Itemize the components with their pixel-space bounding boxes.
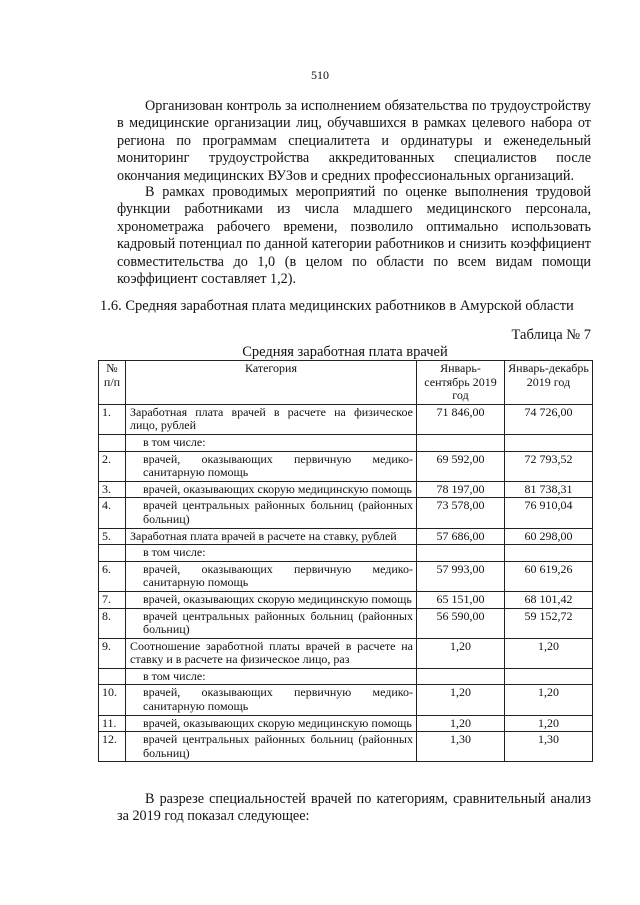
row-value-jan-dec-cell: 76 910,04 [505, 498, 593, 528]
row-value-jan-sep-cell [417, 434, 505, 451]
table-row [99, 498, 593, 528]
page-number: 510 [311, 68, 329, 82]
row-category-cell: в том числе: [126, 545, 417, 562]
table-row [99, 451, 593, 481]
row-value-jan-sep-cell: 1,20 [417, 715, 505, 732]
row-value-jan-dec-cell [505, 668, 593, 685]
table-row [99, 434, 593, 451]
row-category-cell: Заработная плата врачей в расчете на ставку, рублей [126, 528, 417, 545]
row-category-cell: врачей центральных районных больниц (районных больниц) [126, 608, 417, 638]
row-value-jan-dec-cell: 59 152,72 [505, 608, 593, 638]
row-value-jan-dec-cell: 1,20 [505, 715, 593, 732]
row-value-jan-dec-cell [505, 434, 593, 451]
row-category-cell: врачей, оказывающих скорую медицинскую помощь [126, 715, 417, 732]
row-category-cell: врачей, оказывающих первичную медико-санитарную помощь [126, 561, 417, 591]
row-number-cell: 5. [99, 528, 126, 545]
row-category-cell: врачей центральных районных больниц (районных больниц) [126, 498, 417, 528]
row-number-cell: 10. [99, 685, 126, 715]
row-category-cell: Заработная плата врачей в расчете на физическое лицо, рублей [126, 404, 417, 434]
row-number-cell: 1. [99, 404, 126, 434]
row-value-jan-dec-cell: 74 726,00 [505, 404, 593, 434]
row-value-jan-dec-cell: 81 738,31 [505, 481, 593, 498]
row-number-cell: 3. [99, 481, 126, 498]
row-number-cell: 6. [99, 561, 126, 591]
table-row [99, 685, 593, 715]
table-row [99, 608, 593, 638]
row-value-jan-sep-cell: 1,30 [417, 732, 505, 762]
row-category-cell: врачей, оказывающих первичную медико-санитарную помощь [126, 685, 417, 715]
row-number-cell: 12. [99, 732, 126, 762]
row-value-jan-sep-cell: 57 686,00 [417, 528, 505, 545]
header-jan-sep-2019: Январь-сентябрь 2019 год [417, 361, 505, 405]
row-category-cell: врачей центральных районных больниц (районных больниц) [126, 732, 417, 762]
table-row [99, 668, 593, 685]
header-jan-dec-2019: Январь-декабрь 2019 год [505, 361, 593, 405]
row-category-cell: врачей, оказывающих скорую медицинскую помощь [126, 481, 417, 498]
row-value-jan-sep-cell: 56 590,00 [417, 608, 505, 638]
paragraph-staff-evaluation: В рамках проводимых мероприятий по оценке выполнения трудовой функции работниками из числа младшего медицинского персонала, хронометража рабочего времени, позволило оптимально использовать кадровый потенциал по данной категории работников и снизить коэффициент совместительства до 1,0 (в целом по области по всем видам помощи коэффициент составляет 1,2). [117, 184, 591, 288]
header-category: Категория [126, 361, 417, 405]
section-heading: 1.6. Средняя заработная плата медицинских работников в Амурской области [100, 298, 574, 314]
row-value-jan-sep-cell [417, 545, 505, 562]
row-category-cell: Соотношение заработной платы врачей в расчете на ставку и в расчете на физическое лицо, раз [126, 638, 417, 668]
row-number-cell [99, 545, 126, 562]
row-value-jan-sep-cell: 78 197,00 [417, 481, 505, 498]
table-row [99, 715, 593, 732]
table-header-row [99, 361, 593, 405]
row-value-jan-dec-cell: 68 101,42 [505, 591, 593, 608]
row-number-cell: 9. [99, 638, 126, 668]
row-value-jan-sep-cell: 57 993,00 [417, 561, 505, 591]
row-value-jan-sep-cell: 69 592,00 [417, 451, 505, 481]
table-row [99, 591, 593, 608]
row-value-jan-dec-cell [505, 545, 593, 562]
table-title: Средняя заработная плата врачей [242, 344, 448, 360]
paragraph-employment-control: Организован контроль за исполнением обязательства по трудоустройству в медицинские организации лиц, обучавшихся в рамках целевого набора от региона по программам специалитета и ординатуры и еженедельный мониторинг трудоустройства аккредитованных специалистов после окончания медицинских ВУЗов и средних профессиональных организаций. [117, 98, 591, 184]
row-number-cell [99, 434, 126, 451]
row-value-jan-dec-cell: 60 298,00 [505, 528, 593, 545]
row-value-jan-sep-cell: 73 578,00 [417, 498, 505, 528]
row-value-jan-sep-cell: 1,20 [417, 685, 505, 715]
row-number-cell: 2. [99, 451, 126, 481]
row-value-jan-dec-cell: 1,20 [505, 638, 593, 668]
table-row [99, 481, 593, 498]
row-value-jan-dec-cell: 1,30 [505, 732, 593, 762]
table-number: Таблица № 7 [511, 327, 591, 343]
row-value-jan-dec-cell: 72 793,52 [505, 451, 593, 481]
row-category-cell: в том числе: [126, 434, 417, 451]
table-row [99, 638, 593, 668]
row-number-cell: 11. [99, 715, 126, 732]
row-value-jan-dec-cell: 60 619,26 [505, 561, 593, 591]
paragraph-conclusion: В разрезе специальностей врачей по категориям, сравнительный анализ за 2019 год показал следующее: [117, 791, 591, 825]
table-row [99, 404, 593, 434]
row-value-jan-sep-cell [417, 668, 505, 685]
row-value-jan-sep-cell: 1,20 [417, 638, 505, 668]
row-value-jan-dec-cell: 1,20 [505, 685, 593, 715]
row-value-jan-sep-cell: 65 151,00 [417, 591, 505, 608]
table-body [99, 404, 593, 762]
table-row [99, 528, 593, 545]
table-row [99, 545, 593, 562]
row-category-cell: врачей, оказывающих первичную медико-санитарную помощь [126, 451, 417, 481]
row-category-cell: в том числе: [126, 668, 417, 685]
header-num: № п/п [99, 361, 126, 405]
row-category-cell: врачей, оказывающих скорую медицинскую помощь [126, 591, 417, 608]
row-value-jan-sep-cell: 71 846,00 [417, 404, 505, 434]
salary-table [98, 360, 593, 762]
row-number-cell: 8. [99, 608, 126, 638]
table-row [99, 561, 593, 591]
row-number-cell [99, 668, 126, 685]
row-number-cell: 4. [99, 498, 126, 528]
table-row [99, 732, 593, 762]
row-number-cell: 7. [99, 591, 126, 608]
